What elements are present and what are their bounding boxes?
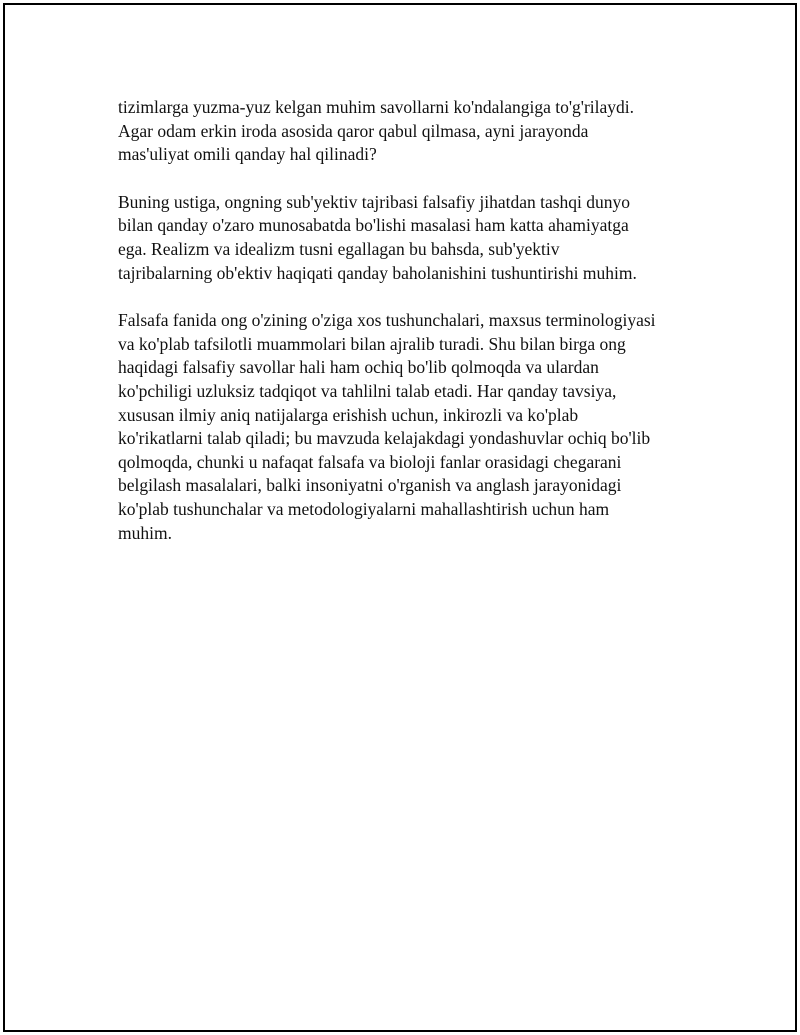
text-line: ko'pchiligi uzluksiz tadqiqot va tahlilni talab etadi. Har qanday tavsiya, xyxy=(118,380,617,401)
text-line: Buning ustiga, ongning sub'yektiv tajribasi falsafiy jihatdan tashqi dunyo xyxy=(118,191,631,212)
text-line: tajribalarning ob'ektiv haqiqati qanday baholanishini tushuntirishi muhim. xyxy=(118,262,637,283)
text-line: ega. Realizm va idealizm tusni egallagan bu bahsda, sub'yektiv xyxy=(118,238,560,259)
text-line: qolmoqda, chunki u nafaqat falsafa va bioloji fanlar orasidagi chegarani xyxy=(118,451,622,472)
text-line: va ko'plab tafsilotli muammolari bilan ajralib turadi. Shu bilan birga ong xyxy=(118,333,626,354)
text-line: tizimlarga yuzma-yuz kelgan muhim savollarni ko'ndalangiga to'g'rilaydi. xyxy=(118,97,635,117)
paragraph-2 xyxy=(118,191,703,285)
document-page xyxy=(3,3,797,1032)
text-line: xususan ilmiy aniq natijalarga erishish uchun, inkirozli va ko'plab xyxy=(118,404,579,425)
text-line: Falsafa fanida ong o'zining o'ziga xos tushunchalari, maxsus terminologiyasi xyxy=(118,310,656,331)
paragraph-1 xyxy=(118,96,703,167)
text-line: bilan qanday o'zaro munosabatda bo'lishi masalasi ham katta ahamiyatga xyxy=(118,215,629,236)
text-line: belgilash masalalari, balki insoniyatni o'rganish va anglash jarayonidagi xyxy=(118,475,622,496)
text-line: haqidagi falsafiy savollar hali ham ochiq bo'lib qolmoqda va ulardan xyxy=(118,357,599,378)
text-line: ko'plab tushunchalar va metodologiyalarni mahallashtirish uchun ham xyxy=(118,498,610,519)
text-line: mas'uliyat omili qanday hal qilinadi? xyxy=(118,144,377,165)
document-body xyxy=(118,96,703,569)
paragraph-3 xyxy=(118,309,703,545)
text-line: ko'rikatlarni talab qiladi; bu mavzuda kelajakdagi yondashuvlar ochiq bo'lib xyxy=(118,428,651,449)
text-line: muhim. xyxy=(118,522,172,543)
text-line: Agar odam erkin iroda asosida qaror qabul qilmasa, ayni jarayonda xyxy=(118,120,589,141)
